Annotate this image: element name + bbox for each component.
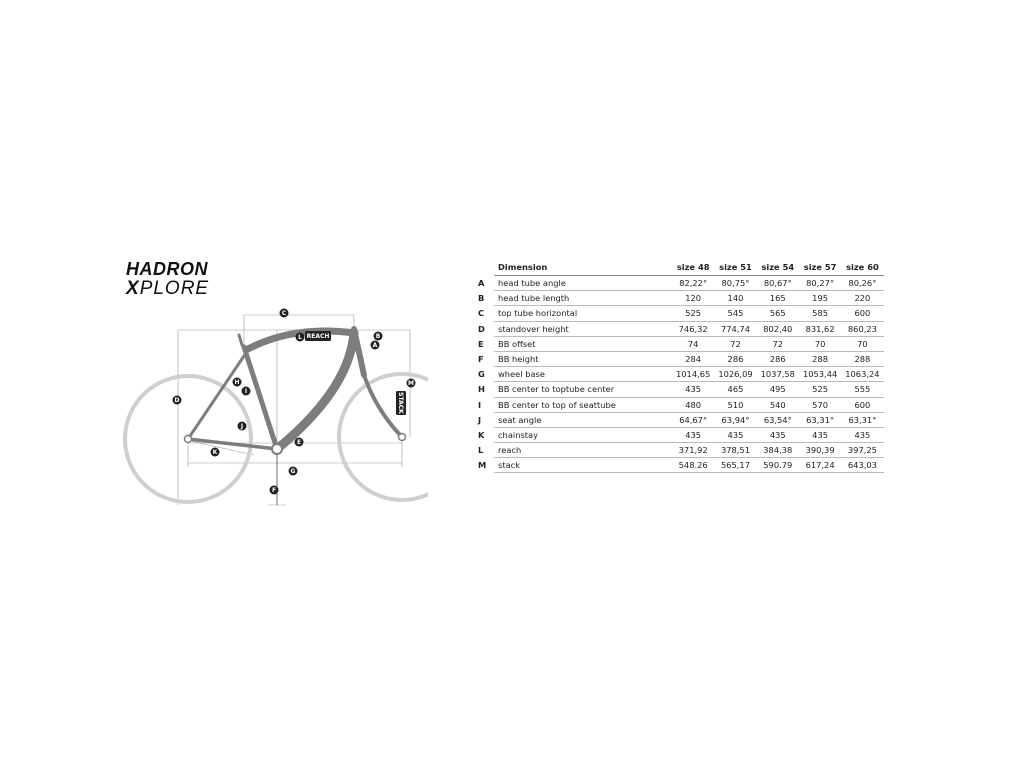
row-value: 600 xyxy=(841,306,883,321)
row-letter: E xyxy=(478,338,484,349)
row-letter: C xyxy=(478,308,485,319)
rear-hub xyxy=(185,436,192,443)
row-value: 548.26 xyxy=(672,458,714,473)
down-tube xyxy=(277,333,354,449)
badge-m xyxy=(407,379,416,388)
row-value: 63,31° xyxy=(799,412,841,427)
header-size: size 48 xyxy=(672,258,714,276)
badge-e xyxy=(295,438,304,447)
svg-text:I: I xyxy=(244,388,248,395)
row-dimension-name: top tube horizontal xyxy=(494,306,672,321)
header-dimension: Dimension xyxy=(494,258,672,276)
svg-text:H: H xyxy=(234,379,240,386)
row-dimension-name: BB offset xyxy=(494,336,672,351)
row-letter: B xyxy=(478,293,485,304)
row-value: 397,25 xyxy=(841,443,883,458)
svg-text:F: F xyxy=(271,487,277,494)
row-value: 64,67° xyxy=(672,412,714,427)
row-dimension-name: wheel base xyxy=(494,367,672,382)
table-body xyxy=(474,276,884,473)
badge-f xyxy=(270,486,279,495)
brand-name-rest: PLORE xyxy=(139,278,210,299)
row-value: 378,51 xyxy=(714,443,756,458)
row-value: 80,27° xyxy=(799,276,841,291)
row-letter: M xyxy=(478,460,487,471)
row-value: 390,39 xyxy=(799,443,841,458)
row-value: 540 xyxy=(757,397,799,412)
table-row xyxy=(474,443,884,458)
table-row xyxy=(474,336,884,351)
badge-l xyxy=(296,333,305,342)
row-value: 435 xyxy=(672,427,714,442)
row-value: 195 xyxy=(799,291,841,306)
svg-text:M: M xyxy=(408,380,414,387)
bike-geometry-diagram xyxy=(118,305,428,510)
row-value: 831,62 xyxy=(799,321,841,336)
row-value: 545 xyxy=(714,306,756,321)
row-value: 510 xyxy=(714,397,756,412)
svg-text:C: C xyxy=(281,310,287,317)
row-value: 63,31° xyxy=(841,412,883,427)
svg-text:L: L xyxy=(298,334,302,341)
row-value: 288 xyxy=(841,351,883,366)
front-wheel xyxy=(339,374,428,500)
row-letter: K xyxy=(478,429,485,440)
row-value: 555 xyxy=(841,382,883,397)
row-value: 384,38 xyxy=(757,443,799,458)
header-size: size 60 xyxy=(841,258,883,276)
table-row xyxy=(474,382,884,397)
row-value: 435 xyxy=(672,382,714,397)
row-letter: I xyxy=(478,399,482,410)
table-row xyxy=(474,397,884,412)
stack-tag xyxy=(396,391,406,415)
row-value: 525 xyxy=(799,382,841,397)
row-value: 74 xyxy=(672,336,714,351)
row-value: 70 xyxy=(799,336,841,351)
row-letter: G xyxy=(478,369,485,380)
row-value: 435 xyxy=(841,427,883,442)
svg-text:B: B xyxy=(375,333,381,340)
row-value: 480 xyxy=(672,397,714,412)
table-row xyxy=(474,291,884,306)
row-dimension-name: BB center to toptube center xyxy=(494,382,672,397)
row-value: 286 xyxy=(757,351,799,366)
row-value: 371,92 xyxy=(672,443,714,458)
row-value: 643,03 xyxy=(841,458,883,473)
row-dimension-name: BB center to top of seattube xyxy=(494,397,672,412)
row-value: 465 xyxy=(714,382,756,397)
reach-tag xyxy=(305,331,331,341)
table-header-row xyxy=(474,258,884,276)
row-value: 590.79 xyxy=(757,458,799,473)
chain-stay xyxy=(188,439,277,449)
badge-b xyxy=(374,332,383,341)
row-value: 802,40 xyxy=(757,321,799,336)
svg-text:J: J xyxy=(240,423,244,430)
row-letter: J xyxy=(478,414,482,425)
row-value: 435 xyxy=(757,427,799,442)
brand-name-x: X xyxy=(126,278,140,299)
table-row xyxy=(474,321,884,336)
row-letter: F xyxy=(478,354,484,365)
header-size: size 51 xyxy=(714,258,756,276)
row-dimension-name: reach xyxy=(494,443,672,458)
badge-i xyxy=(242,387,251,396)
row-value: 120 xyxy=(672,291,714,306)
row-value: 1014,65 xyxy=(672,367,714,382)
header-letter-cell xyxy=(474,258,494,276)
row-value: 63,54° xyxy=(757,412,799,427)
bottom-bracket xyxy=(272,444,282,454)
row-dimension-name: BB height xyxy=(494,351,672,366)
row-value: 1053,44 xyxy=(799,367,841,382)
row-dimension-name: standover height xyxy=(494,321,672,336)
badge-j xyxy=(238,422,247,431)
header-size: size 54 xyxy=(757,258,799,276)
row-value: 288 xyxy=(799,351,841,366)
row-value: 80,75° xyxy=(714,276,756,291)
bike-frame xyxy=(188,329,402,449)
seat-stay xyxy=(188,353,246,439)
svg-text:A: A xyxy=(372,342,378,349)
row-value: 165 xyxy=(757,291,799,306)
row-letter: H xyxy=(478,384,485,395)
brand-logo xyxy=(126,259,209,299)
row-letter: L xyxy=(478,445,484,456)
row-letter: D xyxy=(478,323,485,334)
row-value: 1063,24 xyxy=(841,367,883,382)
table-row xyxy=(474,427,884,442)
row-value: 435 xyxy=(799,427,841,442)
brand-name-line2 xyxy=(126,279,209,299)
table-row xyxy=(474,412,884,427)
table-row xyxy=(474,306,884,321)
row-value: 525 xyxy=(672,306,714,321)
badge-c xyxy=(280,309,289,318)
brand-name-line1: HADRON xyxy=(126,259,208,279)
svg-text:STACK: STACK xyxy=(396,392,404,414)
table-row xyxy=(474,458,884,473)
row-value: 585 xyxy=(799,306,841,321)
geometry-table xyxy=(474,258,884,473)
row-value: 82,22° xyxy=(672,276,714,291)
seat-post xyxy=(239,335,242,345)
table-row xyxy=(474,367,884,382)
table-row xyxy=(474,351,884,366)
row-dimension-name: chainstay xyxy=(494,427,672,442)
row-value: 72 xyxy=(714,336,756,351)
row-value: 70 xyxy=(841,336,883,351)
row-value: 284 xyxy=(672,351,714,366)
row-dimension-name: seat angle xyxy=(494,412,672,427)
svg-text:G: G xyxy=(290,468,296,475)
svg-text:E: E xyxy=(296,439,302,446)
badge-d xyxy=(173,396,182,405)
badge-h xyxy=(233,378,242,387)
row-value: 565,17 xyxy=(714,458,756,473)
row-value: 617,24 xyxy=(799,458,841,473)
row-value: 220 xyxy=(841,291,883,306)
row-value: 72 xyxy=(757,336,799,351)
badge-a xyxy=(371,341,380,350)
front-hub xyxy=(399,434,406,441)
row-value: 1037,58 xyxy=(757,367,799,382)
row-value: 860,23 xyxy=(841,321,883,336)
table-row xyxy=(474,276,884,291)
row-letter: A xyxy=(478,278,485,289)
row-dimension-name: head tube angle xyxy=(494,276,672,291)
svg-text:REACH: REACH xyxy=(306,333,330,341)
row-dimension-name: stack xyxy=(494,458,672,473)
row-value: 570 xyxy=(799,397,841,412)
row-value: 435 xyxy=(714,427,756,442)
head-tube xyxy=(354,329,364,375)
badge-g xyxy=(289,467,298,476)
row-value: 495 xyxy=(757,382,799,397)
svg-text:K: K xyxy=(212,449,218,456)
badge-k xyxy=(211,448,220,457)
header-size: size 57 xyxy=(799,258,841,276)
row-value: 63,94° xyxy=(714,412,756,427)
row-value: 600 xyxy=(841,397,883,412)
row-value: 80,67° xyxy=(757,276,799,291)
row-value: 140 xyxy=(714,291,756,306)
row-dimension-name: head tube length xyxy=(494,291,672,306)
row-value: 565 xyxy=(757,306,799,321)
svg-text:D: D xyxy=(174,397,180,404)
row-value: 80,26° xyxy=(841,276,883,291)
row-value: 286 xyxy=(714,351,756,366)
row-value: 1026,09 xyxy=(714,367,756,382)
row-value: 746,32 xyxy=(672,321,714,336)
row-value: 774,74 xyxy=(714,321,756,336)
